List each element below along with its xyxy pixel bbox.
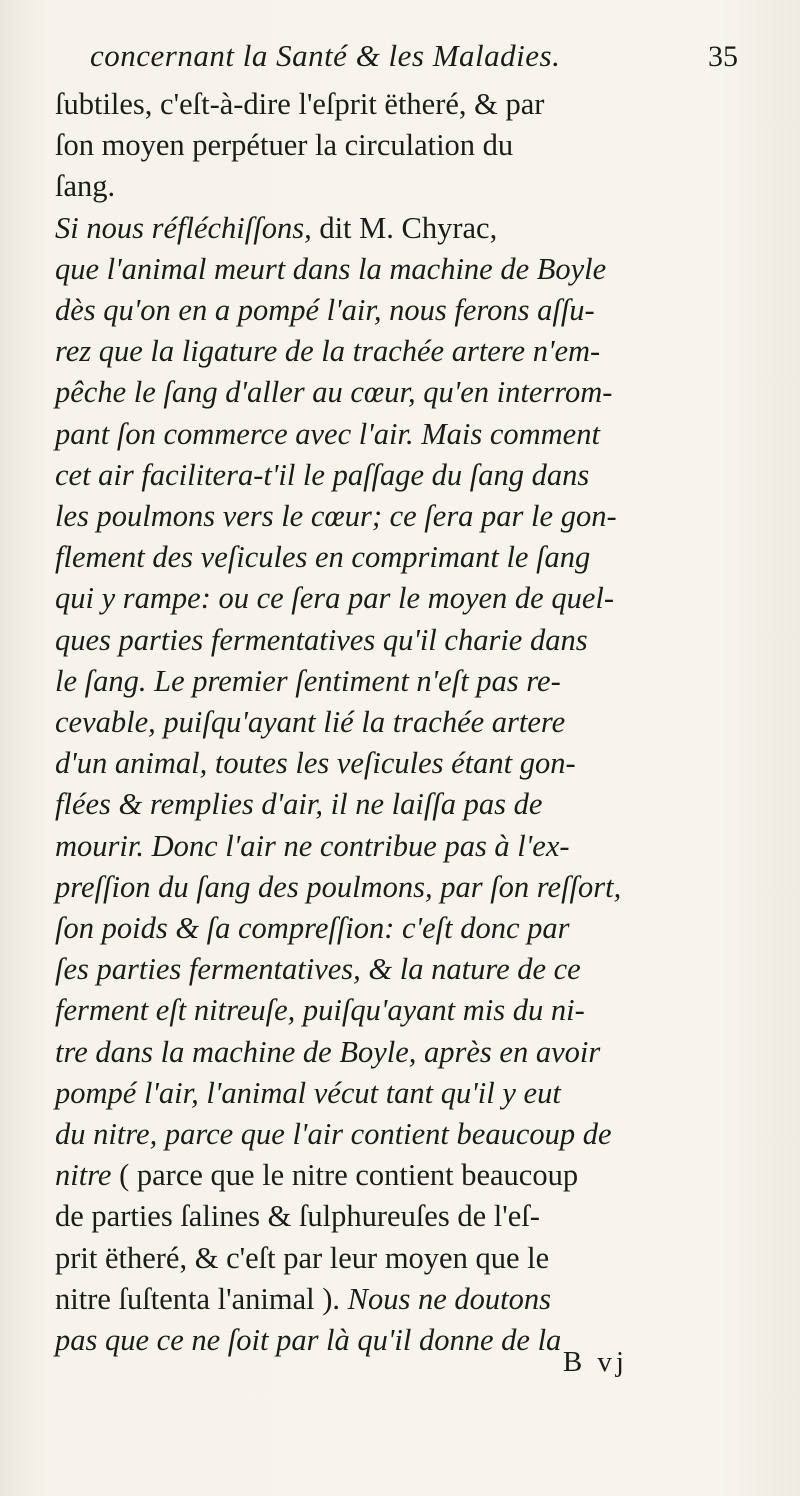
text-line: ſon moyen perpétuer la circulation du <box>55 128 514 163</box>
text-line: de parties ſalines & ſulphureuſes de l'eſ- <box>55 1199 540 1234</box>
page-specks <box>786 250 787 251</box>
page-number: 35 <box>708 40 738 73</box>
text-line: flement des veſicules en comprimant le ſang <box>55 540 591 575</box>
text-line <box>55 1155 765 1196</box>
text-line: ſon poids & ſa compreſſion: c'eſt donc par <box>55 911 570 946</box>
page-header <box>60 38 750 88</box>
text-line: dès qu'on en a pompé l'air, nous ferons aſſu- <box>55 293 595 328</box>
text-line: rez que la ligature de la trachée artere n'em- <box>55 334 601 369</box>
text-line: flées & remplies d'air, il ne laiſſa pas de <box>55 787 543 822</box>
text-line: pêche le ſang d'aller au cœur, qu'en interrom- <box>55 375 613 410</box>
text-line: ſubtiles, c'eſt-à-dire l'eſprit ëtheré, & par <box>55 87 545 121</box>
text-line: ferment eſt nitreuſe, puiſqu'ayant mis du ni- <box>55 993 585 1028</box>
text-line: cevable, puiſqu'ayant lié la trachée artere <box>55 705 566 740</box>
body-text <box>55 84 765 1361</box>
text-line: ſes parties fermentatives, & la nature de ce <box>55 952 581 987</box>
text-line: cet air facilitera-t'il le paſſage du ſang dans <box>55 457 590 492</box>
text-line <box>55 1279 765 1320</box>
text-line: les poulmons vers le cœur; ce ſera par le gon- <box>55 499 617 534</box>
text-line: du nitre, parce que l'air contient beaucoup de <box>55 1117 612 1152</box>
running-head: concernant la Santé & les Maladies. <box>90 38 561 73</box>
italic-word: nitre <box>55 1158 112 1193</box>
text-line: prit ëtheré, & c'eſt par leur moyen que le <box>55 1240 550 1275</box>
text-line: ſang. <box>55 169 116 204</box>
text-line: tre dans la machine de Boyle, après en avoir <box>55 1034 601 1069</box>
text-line <box>55 208 765 249</box>
text-line: pant ſon commerce avec l'air. Mais comment <box>55 416 600 451</box>
text-line: pompé l'air, l'animal vécut tant qu'il y eut <box>55 1075 561 1110</box>
text-line: d'un animal, toutes les veſicules étant gon- <box>55 746 576 781</box>
attribution: dit M. Chyrac, <box>311 210 498 245</box>
text-line: pas que ce ne ſoit par là qu'il donne de la <box>55 1323 562 1358</box>
text-line: le ſang. Le premier ſentiment n'eſt pas re- <box>55 663 561 698</box>
text-line: mourir. Donc l'air ne contribue pas à l'ex- <box>55 828 570 863</box>
text-line: ques parties fermentatives qu'il charie dans <box>55 622 588 657</box>
quote-start: Si nous réfléchiſſons, <box>55 210 312 245</box>
signature-mark: B vj <box>562 1346 628 1378</box>
text-line: qui y rampe: ou ce ſera par le moyen de quel- <box>55 581 614 616</box>
parenthetical-end: nitre ſuſtenta l'animal ). <box>55 1281 348 1316</box>
text-line: que l'animal meurt dans la machine de Boyle <box>55 251 607 286</box>
italic-phrase: Nous ne doutons <box>347 1281 551 1316</box>
text-line: preſſion du ſang des poulmons, par ſon reſſort, <box>55 869 622 904</box>
parenthetical: ( parce que le nitre contient beaucoup <box>111 1158 579 1193</box>
